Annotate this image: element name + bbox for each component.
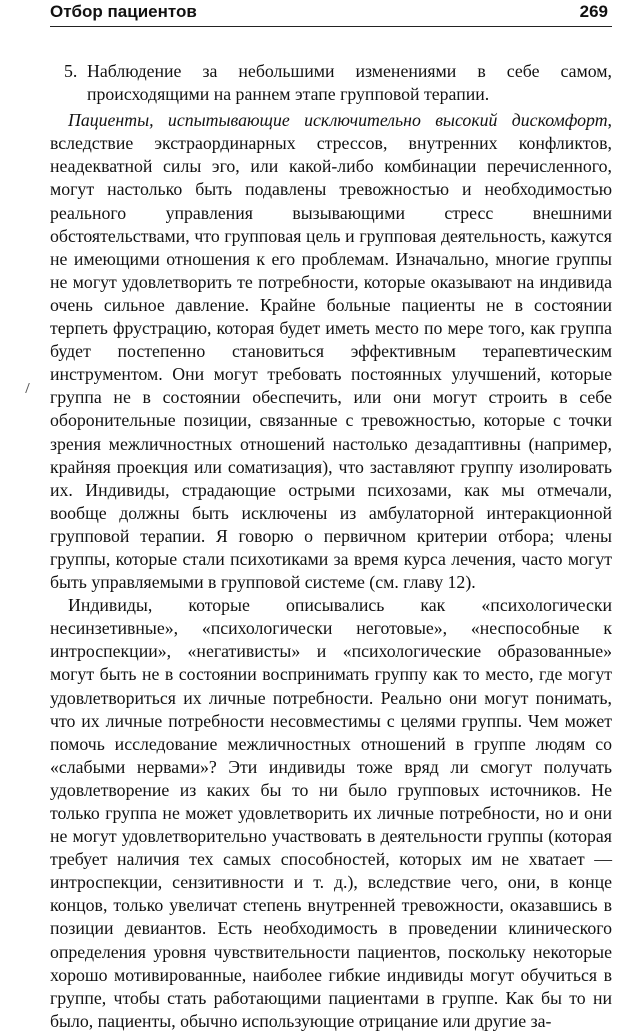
margin-pencil-mark bbox=[25, 383, 36, 393]
list-item-number: 5. bbox=[64, 61, 78, 81]
list-item-5 bbox=[50, 60, 612, 106]
paragraph-text: , вследствие экстраординарных стрессов, внутренних конфликтов, неадекватной силы эго, или какой-либо комбинации перечисленного, могут настолько быть подавлены тревожностью и необходимостью реального управления вызывающими стресс внешними обстоятельствами, что групповая цель и групповая деятельность, кажутся не имеющими отношения к его проблемам. Изначально, многие группы не могут удовлетворить те потребности, которые оказывают на индивида очень сильное давление. Крайне больные пациенты не в состоянии терпеть фрустрацию, которая будет иметь место по мере того, как группа будет постепенно становиться эффективным терапевтическим инструментом. Они могут требовать постоянных улучшений, которые группа не в состоянии обеспечить, или они могут строить в себе оборонительные позиции, связанные с тревожностью, которые с точки зрения межличностных отношений настолько дезадаптивны (например, крайняя проекция или соматизация), что заставляют группу изолировать их. Индивиды, страдающие острыми психозами, как мы отмечали, вообще должны быть исключены из амбулаторной интеракционной групповой терапии. Я говорю о первичном критерии отбора; члены группы, которые стали психотиками за время курса лечения, часто могут быть управляемыми в групповой системе (см. главу 12). bbox=[50, 110, 612, 593]
body-text bbox=[50, 60, 612, 1033]
paragraph-severe-discomfort bbox=[50, 109, 612, 594]
list-item-text: Наблюдение за небольшими изменениями в себе самом, происходящими на раннем этапе групповой терапии. bbox=[87, 61, 612, 105]
paragraph-psychologically-insensitive bbox=[50, 594, 612, 1033]
paragraph-lead-italic: Пациенты, испытывающие исключительно высокий дискомфорт bbox=[68, 110, 608, 131]
paragraph-text: Индивиды, которые описывались как «психологически несинзетивные», «психологически неготовые», «неспособные к интроспекции», «негативисты» и «психологические образованные» могут быть не в состоянии воспринимать группу как то место, где могут удовлетвориться их личные потребности. Реально они могут понимать, что их личные потребности несовместимы с целями группы. Чем может помочь исследование межличностных отношений в группе людям со «слабыми нервами»? Эти индивиды тоже вряд ли смогут получать удовлетворение из каких бы то ни было групповых источников. Не только группа не может удовлетворить их личные потребности, но и они не могут удовлетворительно участвовать в деятельности группы (которая требует наличия тех самых способностей, которых им не хватает — интроспекции, сензитивности и т. д.), вследствие чего, они, в конце концов, только увеличат степень внутренней тревожности, оказавшись в позиции девиантов. Есть необходимость в проведении клинического определения уровня чувствительности пациентов, поскольку некоторые хорошо мотивированные, наиболее гибкие индивиды могут обучиться в группе, чтобы стать работающими пациентами в группе. Как бы то ни было, пациенты, обычно использующие отрицание или другие за- bbox=[50, 595, 612, 1031]
chapter-title: Отбор пациентов bbox=[50, 2, 197, 21]
running-header bbox=[50, 0, 612, 27]
page-number: 269 bbox=[579, 2, 608, 21]
